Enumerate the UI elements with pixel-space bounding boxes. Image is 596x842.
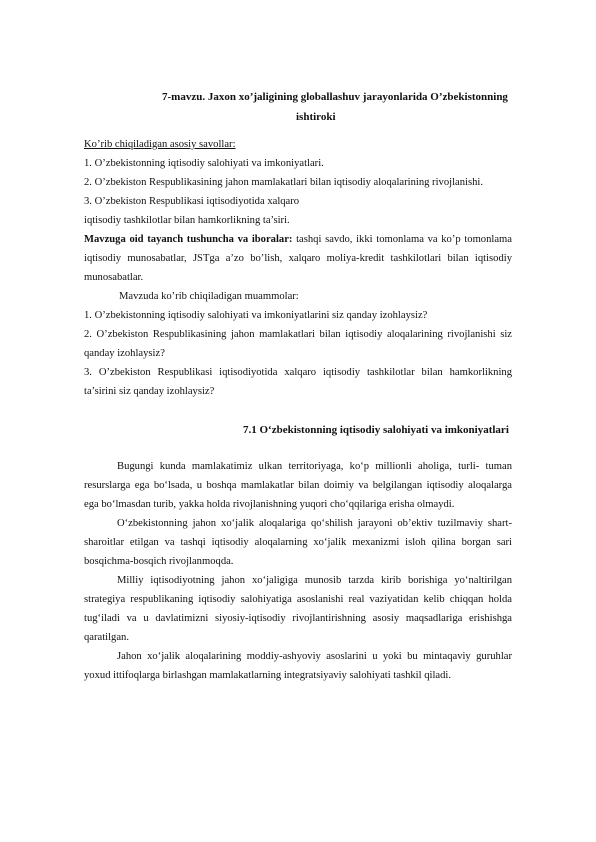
problem-item-continued: ta’sirini siz qanday izohlaysiz?: [84, 386, 215, 397]
document-title: 7-mavzu. Jaxon xo’jaligining globallashuv jarayonlarida O’zbekistonning: [162, 91, 508, 103]
paragraph-line: ega bo‘lmasdan turib, yakka holda rivojlanishning yuqori cho‘qqilariga erisha olmaydi.: [84, 499, 455, 510]
paragraph-line: Bugungi kunda mamlakatimiz ulkan territoriyaga, ko‘p millionli aholiga, turli- tuman: [117, 461, 512, 472]
section-title: 7.1 O‘zbekistonning iqtisodiy salohiyati va imkoniyatlari: [243, 424, 509, 436]
paragraph-line: yoxud ittifoqlarga birlashgan mamlakatlarning integratsiyaviy salohiyati tashkil qiladi.: [84, 670, 451, 681]
problem-item-continued: qanday izohlaysiz?: [84, 348, 165, 359]
question-item-continued: iqtisodiy tashkilotlar bilan hamkorlikning ta’siri.: [84, 215, 290, 226]
key-terms-text: tashqi savdo, ikki tomonlama va ko’p tomonlama: [292, 234, 512, 245]
problem-item: 3. O’zbekiston Respublikasi iqtisodiyotida xalqaro iqtisodiy tashkilotlar bilan hamkorlikning: [84, 367, 512, 378]
problem-item: 1. O’zbekistonning iqtisodiy salohiyati va imkoniyatlarini siz qanday izohlaysiz?: [84, 310, 428, 321]
paragraph-line: Milliy iqtisodiyotning jahon xo‘jaligiga munosib tarzda kirib borishiga yo‘naltirilgan: [117, 575, 512, 586]
paragraph-line: tug‘iladi va u davlatimizni siyosiy-iqtisodiy rivojlantirishning asosiy maqsadlariga erishishga: [84, 613, 512, 624]
paragraph-line: bosqichma-bosqich rivojlanmoqda.: [84, 556, 234, 567]
question-item: 2. O’zbekiston Respublikasining jahon mamlakatlari bilan iqtisodiy aloqalarining rivojlanishi.: [84, 177, 483, 188]
key-terms-line: [84, 233, 512, 246]
problems-heading: Mavzuda ko’rib chiqiladigan muammolar:: [119, 291, 299, 302]
question-item: 1. O’zbekistonning iqtisodiy salohiyati va imkoniyatlari.: [84, 158, 324, 169]
key-terms-label: Mavzuga oid tayanch tushuncha va iboralar:: [84, 234, 293, 245]
questions-heading: Ko’rib chiqiladigan asosiy savollar:: [84, 139, 236, 150]
paragraph-line: O‘zbekistonning jahon xo‘jalik aloqalariga qo‘shilish jarayoni ob’ektiv tuzilmaviy shart-: [117, 518, 512, 529]
paragraph-line: qaratilgan.: [84, 632, 130, 643]
paragraph-line: sharoitlar etilgan va tashqi iqtisodiy aloqalarning xo‘jalik mexanizmi isloh qilina borgan sari: [84, 537, 512, 548]
key-terms-line: iqtisodiy munosabatlar, JSTga a’zo bo’lish, xalqaro moliya-kredit tashkilotlari bilan iqtisodiy: [84, 253, 512, 264]
key-terms-line: munosabatlar.: [84, 272, 144, 283]
problem-item: 2. O’zbekiston Respublikasining jahon mamlakatlari bilan iqtisodiy aloqalarining rivojlanishi siz: [84, 329, 512, 340]
paragraph-line: resurslarga ega bo‘lsada, u boshqa mamlakatlar bilan doimiy va belgilangan iqtisodiy aloqalarga: [84, 480, 512, 491]
paragraph-line: strategiya respublikaning iqtisodiy salohiyatiga asoslanishi real vaziyatidan kelib chiqqan holda: [84, 594, 512, 605]
document-title-continued: ishtiroki: [296, 111, 336, 123]
question-item: 3. O’zbekiston Respublikasi iqtisodiyotida xalqaro: [84, 196, 300, 207]
paragraph-line: Jahon xo‘jalik aloqalarining moddiy-ashyoviy asoslarini u yoki bu mintaqaviy guruhlar: [117, 651, 512, 662]
